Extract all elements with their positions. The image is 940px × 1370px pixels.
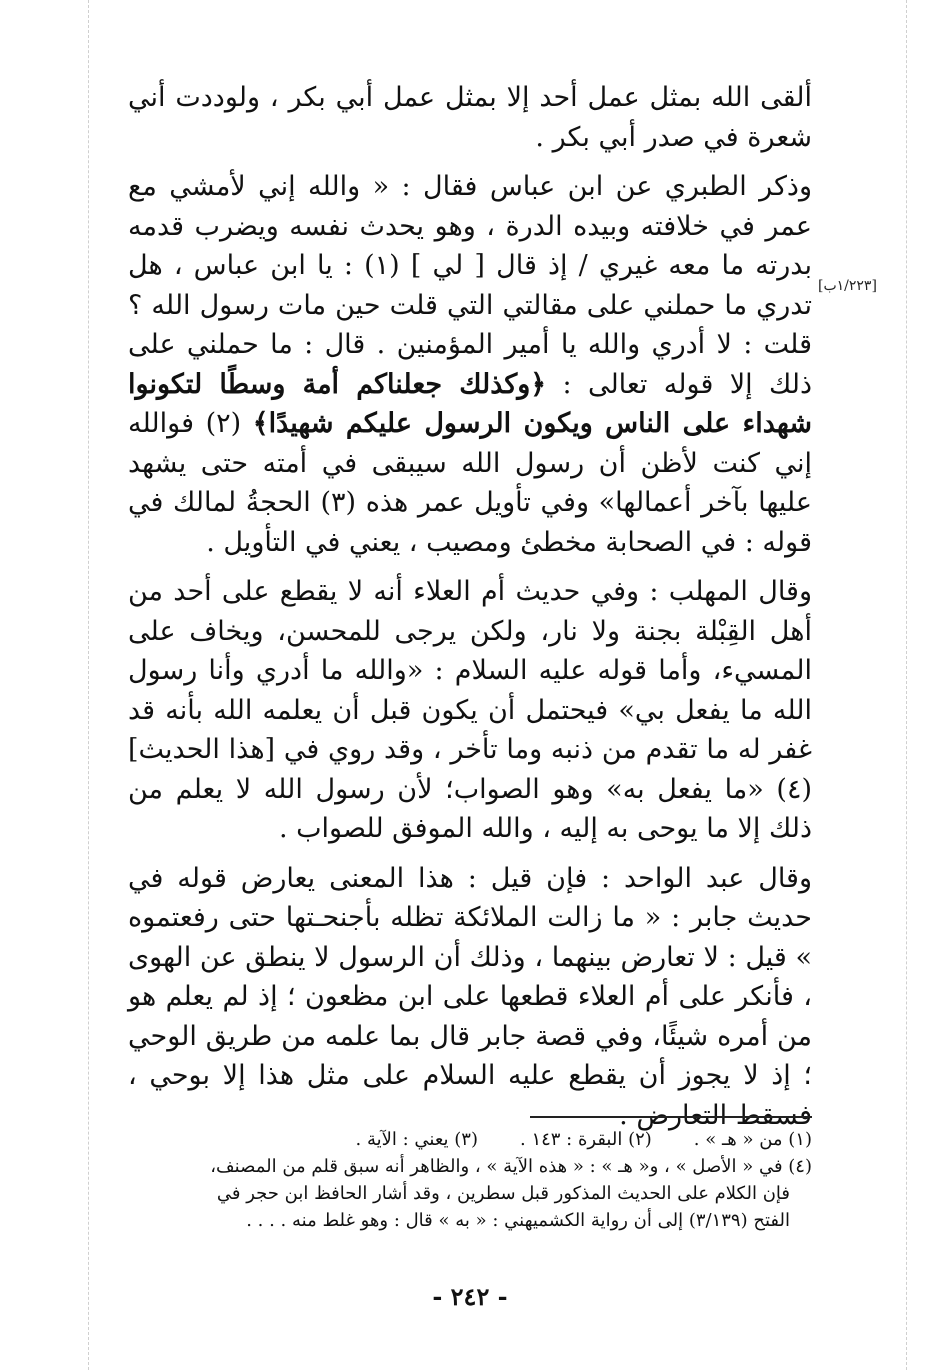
footnote-4-continuation-2: الفتح (٣/١٣٩) إلى أن رواية الكشميهني : « به » قال : وهو غلط منه . . . . bbox=[246, 1210, 790, 1231]
scan-guide-left bbox=[88, 0, 89, 1370]
page-body bbox=[128, 78, 812, 1135]
footnotes bbox=[128, 1126, 812, 1234]
paragraph-3-text-a: وقال المهلب : وفي حديث أم العلاء أنه لا يقطع على أحد من أهل القِبْلة بجنة ولا نار، ولكن يرجى للمحسن، ويخاف على المسيء، وأما قوله عليه السلام : «والله ما أدري وأنا رسول الله ما يفعل بي» فيحتمل أن يكون قبل أن يعلمه الله بأنه قد غفر له ما تقدم من ذنبه وما تأخر ، وقد روي في [هذا الحديث] bbox=[128, 576, 812, 765]
paragraph-3-text-b: (٤) «ما يفعل به» وهو الصواب؛ لأن رسول الله لا يعلم من ذلك إلا ما يوحى به إليه ، والله الموفق للصواب . bbox=[128, 773, 812, 844]
paragraph-2-text-a: وذكر الطبري عن ابن عباس فقال : « والله إني لأمشي مع عمر في خلافته وبيده الدرة ، وهو يحدث نفسه ويضرب قدمه بدرته ما معه غيري / إذ قال [ لي ] bbox=[128, 171, 812, 281]
paragraph-1-text: ألقى الله بمثل عمل أحد إلا بمثل عمل أبي بكر ، ولوددت أني شعرة في صدر أبي بكر . bbox=[128, 82, 812, 153]
paragraph-2-text-b: (١) : يا ابن عباس ، هل تدري ما حملني على مقالتي التي قلت حين مات رسول الله ؟ قلت : لا أدري والله يا أمير المؤمنين . قال : ما حملني على ذلك إلا قوله تعالى : bbox=[128, 250, 812, 400]
paragraph-2-text-c: (٢) فوالله إني كنت لأظن أن رسول الله سيبقى في أمته حتى يشهد عليها بآخر أعمالها» وفي تأويل عمر هذه bbox=[128, 408, 812, 518]
footnote-3: (٣) يعني : الآية . bbox=[355, 1129, 478, 1150]
paragraph-2 bbox=[128, 167, 812, 562]
footnote-4: (٤) في « الأصل » ، و« هـ » : « هذه الآية » ، والظاهر أنه سبق قلم من المصنف، bbox=[210, 1156, 812, 1177]
page-number: - ٢٤٢ - bbox=[432, 1282, 508, 1311]
paragraph-4-text: وقال عبد الواحد : فإن قيل : هذا المعنى يعارض قوله في حديث جابر : « ما زالت الملائكة تظله بأجنحـتها حتى رفعتموه » قيل : لا تعارض بينهما ، وذلك أن الرسول لا ينطق عن الهوى ، فأنكر على أم العلاء قطعها على ابن مظعون ؛ إذ لم يعلم هو من أمره شيئًا، وفي قصة جابر قال بما علمه من طريق الوحي ؛ إذ لا يجوز أن يقطع عليه السلام على مثل هذا إلا بوحي ، فسقط التعارض . bbox=[128, 862, 812, 1131]
footnote-separator bbox=[530, 1116, 812, 1118]
paragraph-1 bbox=[128, 78, 812, 157]
manuscript-folio-note: [١/٢٢٣ب] bbox=[818, 278, 877, 294]
footnote-row-1 bbox=[128, 1126, 812, 1153]
quran-verse: ﴿وكذلك جعلناكم أمة وسطًا لتكونوا شهداء على الناس ويكون الرسول عليكم شهيدًا﴾ bbox=[128, 368, 812, 439]
footnote-1: (١) من « هـ » . bbox=[693, 1129, 812, 1150]
scan-guide-right bbox=[906, 0, 907, 1370]
footnote-4-continuation-1: فإن الكلام على الحديث المذكور قبل سطرين ، وقد أشار الحافظ ابن حجر في bbox=[216, 1183, 790, 1204]
paragraph-2-text-d: (٣) الحجةُ لمالك في قوله : في الصحابة مخطئ ومصيب ، يعني في التأويل . bbox=[128, 487, 812, 558]
paragraph-4 bbox=[128, 859, 812, 1136]
footnote-2: (٢) البقرة : ١٤٣ . bbox=[519, 1129, 652, 1150]
paragraph-3 bbox=[128, 572, 812, 849]
